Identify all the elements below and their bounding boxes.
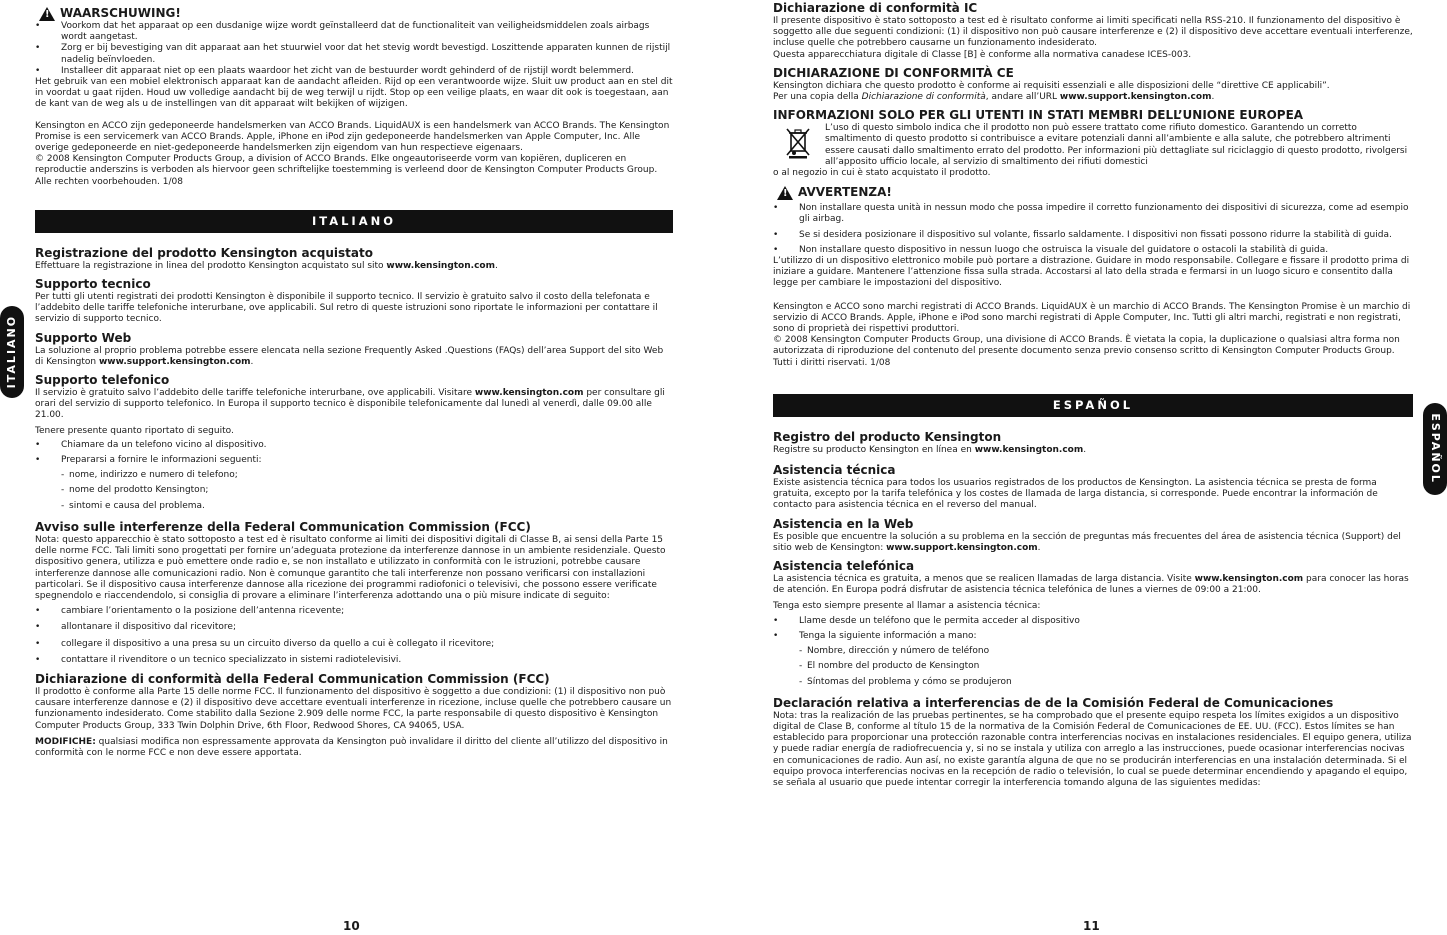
phone-subitem: - sintomi e causa del problema. xyxy=(35,501,673,512)
warning-title: WAARSCHUWING! xyxy=(60,6,181,20)
language-tab-espanol[interactable]: ESPAÑOL xyxy=(1423,403,1447,495)
registration-text: Effettuare la registrazione in linea del prodotto Kensington acquistato sul sito www.kensington.com. xyxy=(35,260,498,271)
weee-block xyxy=(773,123,1413,168)
phone-support-text: Il servizio è gratuito salvo l’addebito delle tariffe telefoniche interurbane, ove applicabili. Visitare www.kensington.com per consultare gli orari del servizio di supporto telefonico. In Europa il supporto tecnico è disponibile telefonicamente dal lunedì al venerdì, dalle 09.00 alle 21.00. xyxy=(35,388,665,421)
phone-bullet: • Prepararsi a fornire le informazioni seguenti: xyxy=(35,455,673,466)
fcc-text: Nota: tras la realización de las pruebas pertinentes, se ha comprobado que el presente equipo respeta los límites exigidos a un dispositivo digital de Clase B, conforme al título 15 de la normativa de la Comisión Federal de Comunicaciones de EE. UU. (FCC). Estos límites se han establecido para proporcionar una protección razonable contra interferencias nocivas en instalaciones residenciales. El equipo genera, utiliza y puede radiar energía de radiofrecuencia y, si no se instala y utiliza con arreglo a las instrucciones, puede ocasionar interferencias nocivas en comunicaciones de radio. Aun así, no existe garantía alguna de que no se producirán interferencias en una instalación determinada. Si el equipo provoca interferencias nocivas en la recepción de radio o televisión, lo cual se puede determinar encendiendo y apagando el equipo, se señala al usuario que puede intentar corregir la interferencia tomando alguna de las siguientes medidas: xyxy=(773,710,1412,788)
ce-text-2: Per una copia della Dichiarazione di conformità, andare all’URL www.support.kensington.com. xyxy=(773,92,1215,103)
ce-text: Kensington dichiara che questo prodotto è conforme ai requisiti essenziali e alle disposizioni delle “direttive CE applicabili”. xyxy=(773,80,1330,91)
phone-subitem: - nome, indirizzo e numero di telefono; xyxy=(35,470,673,481)
ic-text-2: Questa apparecchiatura digitale di Classe [B] è conforme alla normativa canadese ICES-003. xyxy=(773,49,1192,60)
fcc-conformity-heading: Dichiarazione di conformità della Federal Communication Commission (FCC) xyxy=(35,671,550,686)
phone-subitem: - nome del prodotto Kensington; xyxy=(35,485,673,496)
phone-bullet: • Tenga la siguiente información a mano: xyxy=(773,631,1413,642)
web-support-heading: Asistencia en la Web xyxy=(773,516,914,531)
fcc-heading: Declaración relativa a interferencias de de la Comisión Federal de Comunicaciones xyxy=(773,695,1334,710)
warning-bullet: • Non installare questa unità in nessun modo che possa impedire il corretto funzionamento dei dispositivi di sicurezza, come ad esempio gli airbag. xyxy=(773,203,1413,225)
fcc-bullet: • allontanare il dispositivo dal ricevitore; xyxy=(35,622,673,633)
fcc-bullet: • contattare il rivenditore o un tecnico specializzato in sistemi radiotelevisivi. xyxy=(35,655,673,666)
warning-bullet: • Voorkom dat het apparaat op een dusdanige wijze wordt geïnstalleerd dat de functionaliteit van veiligheidsmiddelen zoals airbags wordt aangetast. xyxy=(35,21,673,43)
kensington-link[interactable]: www.kensington.com xyxy=(1194,574,1304,585)
warning-heading-it xyxy=(773,185,1413,200)
kensington-link[interactable]: www.kensington.com xyxy=(474,388,584,399)
section-banner-italiano: ITALIANO xyxy=(35,210,673,233)
fcc-bullet: • cambiare l’orientamento o la posizione dell’antenna ricevente; xyxy=(35,606,673,617)
tech-support-heading: Asistencia técnica xyxy=(773,463,896,478)
tech-support-heading: Supporto tecnico xyxy=(35,277,151,292)
web-support-heading: Supporto Web xyxy=(35,330,132,345)
fcc-bullet: • collegare il dispositivo a una presa su un circuito diverso da quello a cui è collegato il ricevitore; xyxy=(35,639,673,650)
registration-text: Registre su producto Kensington en línea en www.kensington.com. xyxy=(773,444,1087,455)
ce-heading: DICHIARAZIONE DI CONFORMITÀ CE xyxy=(773,65,1014,80)
weee-bin-icon xyxy=(781,125,815,159)
page-number-right: 11 xyxy=(1083,919,1100,933)
web-support-text: La soluzione al proprio problema potrebbe essere elencata nella sezione Frequently Asked .Questions (FAQs) dell’area Support del sito Web di Kensington www.support.kensington.com. xyxy=(35,345,664,367)
phone-support-heading: Asistencia telefónica xyxy=(773,559,915,574)
phone-support-heading: Supporto telefonico xyxy=(35,373,170,388)
kensington-link[interactable]: www.kensington.com xyxy=(974,444,1084,455)
kensington-link[interactable]: www.kensington.com xyxy=(386,260,495,271)
phone-bullet: • Chiamare da un telefono vicino al dispositivo. xyxy=(35,440,673,451)
phone-support-text: La asistencia técnica es gratuita, a menos que se realicen llamadas de larga distancia. Visite www.kensington.com para conocer las horas de atención. En Europa podrá disfrutar de asistencia técnica telefónica de lunes a viernes de 09:00 a 21:00. xyxy=(773,574,1409,596)
warning-bullet: • Zorg er bij bevestiging van dit apparaat aan het stuurwiel voor dat het stevig wordt bevestigd. Loszittende apparaten kunnen de rijstijl nadelig beïnvloeden. xyxy=(35,43,673,65)
copyright-notice: © 2008 Kensington Computer Products Group, una divisione di ACCO Brands. È vietata la copia, la duplicazione o qualsiasi altra forma non autorizzata di riproduzione del contenuto del presente documento senza previo consenso scritto di Kensington Computer Products Group. Tutti i diritti riservati. 1/08 xyxy=(773,335,1400,368)
registration-heading: Registrazione del prodotto Kensington acquistato xyxy=(35,245,373,260)
warning-text: L’utilizzo di un dispositivo elettronico mobile può portare a distrazione. Guidare in modo responsabile. Collegare e fissare il prodotto prima di iniziare a guidare. Mantenere l’attenzione fissa sulla strada. Accostarsi al lato della strada e fermarsi in un luogo sicuro e consentito dalla legge per cambiare le impostazioni del dispositivo. xyxy=(773,256,1410,289)
fcc-conformity-text: Il prodotto è conforme alla Parte 15 delle norme FCC. Il funzionamento del dispositivo è soggetto a due condizioni: (1) il dispositivo non può causare interferenze dannose e (2) il dispositivo deve accettare eventuali interferenze in ricezione, incluse quelle che potrebbero causare un funzionamento indesiderato. Come stabilito dalla Sezione 2.909 delle norme FCC, la parte responsabile di questo dispositivo è Kensington Computer Products Group, 333 Twin Dolphin Drive, 6th Floor, Redwood Shores, CA 94065, USA. xyxy=(35,686,672,731)
support-link[interactable]: www.support.kensington.com xyxy=(886,542,1038,553)
fcc-text: Nota: questo apparecchio è stato sottoposto a test ed è risultato conforme ai limiti dei dispositivi digitali di Classe B, ai sensi della Parte 15 delle norme FCC. Tali limiti sono progettati per fornire un’adeguata protezione da interferenze dannose in un ambiente residenziale. Questo dispositivo genera, utilizza e può emettere onde radio e, se non installato e utilizzato in conformità con le istruzioni, potrebbe causare interferenze dannose alle comunicazioni radio. Non è comunque garantito che tali interferenze non possano verificarsi con installazioni particolari. Se il dispositivo causa interferenze dannose alla ricezione dei programmi radiofonici o televisivi, che possono essere verificate spegnendolo e riaccendendolo, si consiglia di provare a eliminare l’interferenza adottando una o più misure indicate di seguito: xyxy=(35,534,666,601)
ic-heading: Dichiarazione di conformità IC xyxy=(773,1,978,15)
tech-support-text: Per tutti gli utenti registrati dei prodotti Kensington è disponibile il supporto tecnico. Il servizio è gratuito salvo il costo della telefonata e l’addebito delle tariffe telefoniche interurbane, ove applicabili. Sul retro di queste istruzioni sono riportate le informazioni per contattare il servizio di supporto tecnico. xyxy=(35,292,658,325)
trademark-notice: Kensington e ACCO sono marchi registrati di ACCO Brands. LiquidAUX è un marchio di ACCO Brands. The Kensington Promise è un marchio di servizio di ACCO Brands. Apple, iPhone e iPod sono marchi registrati di Apple Computer, Inc. Tutti gli altri marchi, registrati e non registrati, sono di proprietà dei rispettivi produttori. xyxy=(773,301,1411,335)
warning-title: AVVERTENZA! xyxy=(798,185,892,200)
ic-text: Il presente dispositivo è stato sottoposto a test ed è risultato conforme ai limiti specificati nella RSS-210. Il funzionamento del dispositivo è soggetto alle due seguenti condizioni: (1) il dispositivo non può causare interferenze e (2) il dispositivo deve accettare eventuali interferenze, incluse quelle che potrebbero causarne un funzionamento indesiderato. xyxy=(773,16,1413,49)
warning-bullet: • Se si desidera posizionare il dispositivo sul volante, fissarlo saldamente. I dispositivi non fissati possono ridurre la stabilità di guida. xyxy=(773,230,1413,241)
warning-bullet: • Non installare questo dispositivo in nessun luogo che ostruisca la visuale del guidatore o ostacoli la stabilità di guida. xyxy=(773,245,1413,256)
registration-heading: Registro del producto Kensington xyxy=(773,429,1002,444)
right-page xyxy=(773,1,1413,789)
warning-triangle-icon xyxy=(777,186,793,200)
support-link[interactable]: www.support.kensington.com xyxy=(1059,92,1212,103)
phone-support-intro: Tenere presente quanto riportato di seguito. xyxy=(35,425,234,436)
left-page xyxy=(35,6,673,759)
phone-subitem: - Síntomas del problema y cómo se produjeron xyxy=(773,677,1413,688)
copyright-notice: © 2008 Kensington Computer Products Group, a division of ACCO Brands. Elke ongeautoriseerde vorm van kopiëren, dupliceren en reproductie anderszins is verboden als hiervoor geen schriftelijke toestemming is verleend door de Kensington Computer Products Group. Alle rechten voorbehouden. 1/08 xyxy=(35,154,658,187)
eu-text: L’uso di questo simbolo indica che il prodotto non può essere trattato come rifiuto domestico. Garantendo un corretto smaltimento di questo prodotto si contribuisce a evitare potenziali danni all’ambiente e alla salute, che potrebbero altrimenti essere causati dallo smaltimento errato del prodotto. Per informazioni più dettagliate sul riciclaggio di questo prodotto, rivolgersi all’apposito ufficio locale, al servizio di smaltimento dei rifiuti domestici xyxy=(825,123,1408,167)
page-number-left: 10 xyxy=(343,919,360,933)
eu-text-2: o al negozio in cui è stato acquistato il prodotto. xyxy=(773,168,991,179)
web-support-text: Es posible que encuentre la solución a su problema en la sección de preguntas más frecuentes del área de asistencia técnica (Support) del sitio web de Kensington: www.support.kensington.com. xyxy=(773,531,1401,553)
warning-heading-nl xyxy=(35,6,673,21)
warning-text: Het gebruik van een mobiel elektronisch apparaat kan de aandacht afleiden. Rijd op een verantwoorde wijze. Sluit uw product aan en stel dit in voordat u gaat rijden. Houd uw volledige aandacht bij de weg terwijl u rijdt. Stop op een veilige plaats, en waar dit ook is toegestaan, aan de kant van de weg als u de instellingen van dit apparaat wilt bekijken of wijzigen. xyxy=(35,77,673,110)
eu-heading: INFORMAZIONI SOLO PER GLI UTENTI IN STATI MEMBRI DELL’UNIONE EUROPEA xyxy=(773,108,1304,123)
language-tab-italiano[interactable]: ITALIANO xyxy=(0,306,24,398)
trademark-notice: Kensington en ACCO zijn gedeponeerde handelsmerken van ACCO Brands. LiquidAUX is een handelsmerk van ACCO Brands. The Kensington Promise is een servicemerk van ACCO Brands. Apple, iPhone en iPod zijn gedeponeerde handelsmerken van Apple Computer, Inc. Alle overige gedeponeerde en niet-gedeponeerde handelsmerken zijn eigendom van hun respectieve eigenaars. xyxy=(35,120,670,154)
phone-bullet: • Llame desde un teléfono que le permita acceder al dispositivo xyxy=(773,616,1413,627)
section-banner-espanol: ESPAÑOL xyxy=(773,394,1413,417)
tech-support-text: Existe asistencia técnica para todos los usuarios registrados de los productos de Kensington. La asistencia técnica se presta de forma gratuita, excepto por la tarifa telefónica y los costes de llamada de larga distancia, si corresponde. Puede encontrar la información de contacto para asistencia técnica en el reverso del manual. xyxy=(773,478,1378,511)
phone-subitem: - Nombre, dirección y número de teléfono xyxy=(773,646,1413,657)
phone-support-intro: Tenga esto siempre presente al llamar a asistencia técnica: xyxy=(773,600,1041,611)
modifications-text: MODIFICHE: qualsiasi modifica non espressamente approvata da Kensington può invalidare il diritto del cliente all’utilizzo del dispositivo in conformità con le norme FCC e non deve essere apportata. xyxy=(35,736,668,758)
warning-bullet: • Installeer dit apparaat niet op een plaats waardoor het zicht van de bestuurder wordt gehinderd of de rijstijl wordt belemmerd. xyxy=(35,66,673,77)
support-link[interactable]: www.support.kensington.com xyxy=(98,356,251,367)
fcc-heading: Avviso sulle interferenze della Federal Communication Commission (FCC) xyxy=(35,519,531,534)
warning-triangle-icon xyxy=(39,7,55,21)
phone-subitem: - El nombre del producto de Kensington xyxy=(773,661,1413,672)
